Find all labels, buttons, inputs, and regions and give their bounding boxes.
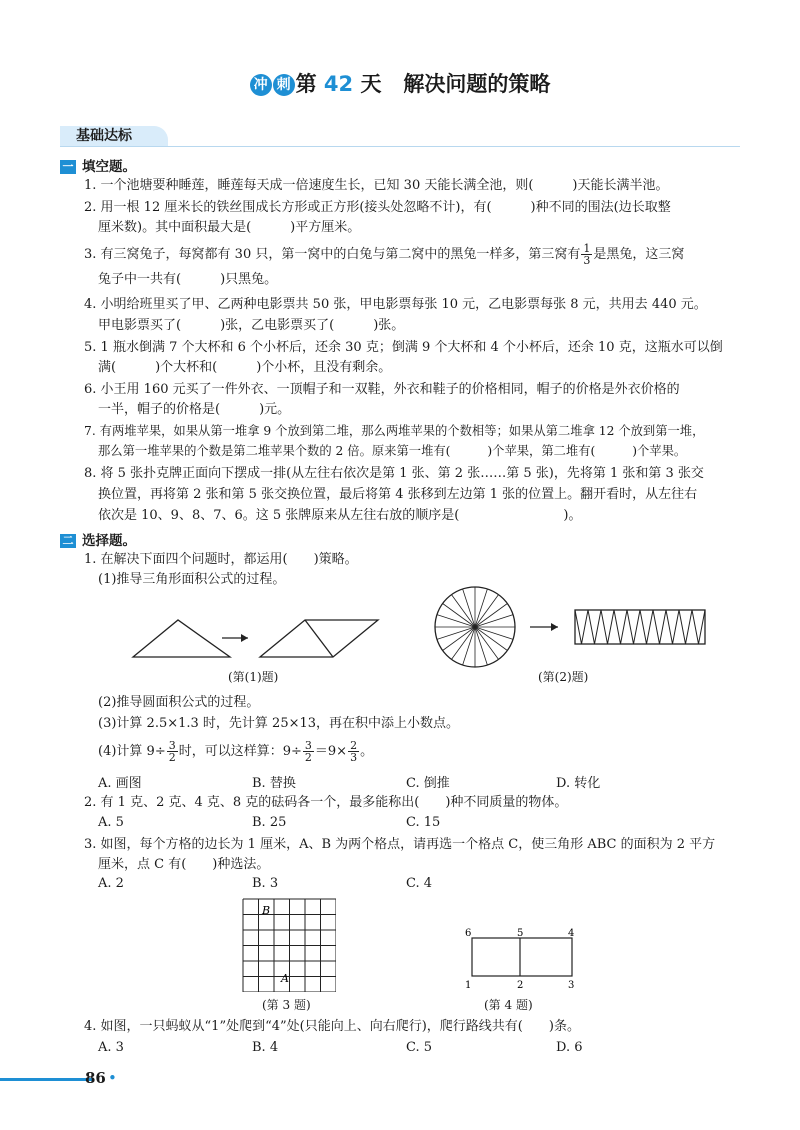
rectangle-zigzag [575, 610, 705, 644]
circle-sector-line [463, 589, 475, 627]
question-line: 8. 将 5 张扑克牌正面向下摆成一排(从左往右依次是第 1 张、第 2 张……第 5 张)，先将第 1 张和第 3 张交 [84, 466, 704, 481]
option-c: C. 4 [406, 876, 433, 891]
grid-lines [243, 899, 336, 992]
circle-sector-line [451, 627, 475, 659]
option-d: D. 6 [556, 1040, 583, 1055]
question-line: 7. 有两堆苹果，如果从第一堆拿 9 个放到第二堆，那么两堆苹果的个数相等；如果从第二堆拿 12 个放到第一堆， [84, 424, 705, 438]
option-d: D. 转化 [556, 776, 601, 791]
circle-sector-line [475, 603, 507, 627]
circle-sector-line [463, 627, 475, 665]
question-text: (4)计算 9÷ [98, 744, 166, 759]
figure-grid [242, 898, 336, 992]
option-c: C. 15 [406, 815, 441, 830]
part2-label: 选择题。 [82, 533, 136, 549]
page-number: 86 [85, 1069, 106, 1087]
fraction-denominator: 2 [304, 751, 312, 764]
question-line: 满( )个大杯和( )个小杯，且没有剩余。 [98, 360, 392, 375]
point-b-label: B [262, 904, 271, 917]
circle-sector-line [475, 627, 513, 639]
node-5-label: 5 [517, 928, 524, 939]
circle-sector-line [437, 627, 475, 639]
triangle-shape [133, 620, 230, 657]
question-line: 换位置，再将第 2 张和第 5 张交换位置，最后将第 4 张移到左边第 1 张的位置上。翻开看时，从左往右 [98, 487, 698, 502]
question-line: 甲电影票买了( )张，乙电影票买了( )张。 [98, 318, 405, 333]
page-title [0, 68, 800, 98]
section-tab: 基础达标 [60, 126, 168, 146]
title-badge: 冲 [250, 74, 272, 96]
question-text: 。 [360, 744, 374, 759]
part2-title [60, 529, 136, 549]
parallelogram-diagonal [305, 620, 333, 657]
figure-caption: (第(2)题) [538, 670, 589, 684]
option-b: B. 25 [252, 815, 287, 830]
figure-caption: (第 3 题) [262, 998, 311, 1012]
node-3-label: 3 [568, 980, 575, 991]
part1-label: 填空题。 [82, 159, 136, 175]
circle-sector-line [443, 603, 475, 627]
node-2-label: 2 [517, 980, 524, 991]
question-line: 4. 如图，一只蚂蚁从“1”处爬到“4”处(只能向上、向右爬行)，爬行路线共有( )条。 [84, 1019, 580, 1034]
question-line: (3)计算 2.5×1.3 时，先计算 25×13，再在积中添上小数点。 [98, 716, 460, 731]
question-line: 1. 一个池塘要种睡莲，睡莲每天成一倍速度生长，已知 30 天能长满全池，则( )天能长满半池。 [84, 178, 669, 193]
option-a: A. 5 [98, 815, 124, 830]
fraction-two-thirds [348, 740, 359, 763]
circle-sector-line [437, 615, 475, 627]
option-b: B. 替换 [252, 776, 296, 791]
point-a-label: A [281, 972, 289, 985]
question-text: 时，可以这样算：9÷ [178, 744, 302, 759]
approx-rectangle [575, 610, 705, 644]
fraction-denominator: 2 [168, 751, 176, 764]
question-line [84, 740, 768, 763]
fraction-denominator: 3 [583, 254, 591, 267]
question-line: 3. 如图，每个方格的边长为 1 厘米，A、B 为两个格点，请再选一个格点 C，使三角形 ABC 的面积为 2 平方 [84, 837, 716, 852]
part2-number: 二 [60, 534, 76, 548]
part1-title [60, 155, 136, 175]
option-c: C. 5 [406, 1040, 433, 1055]
title-prefix: 第 [295, 72, 317, 96]
node-6-label: 6 [465, 928, 472, 939]
question-line: (2)推导圆面积公式的过程。 [98, 695, 260, 710]
question-text: ＝9× [314, 744, 348, 759]
fraction-one-third [581, 243, 592, 266]
question-line: 2. 有 1 克、2 克、4 克、8 克的砝码各一个，最多能称出( )种不同质量的物体。 [84, 795, 568, 810]
question-line: 厘米数)。其中面积最大是( )平方厘米。 [98, 220, 361, 235]
option-c: C. 倒推 [406, 776, 450, 791]
question-line: 4. 小明给班里买了甲、乙两种电影票共 50 张，甲电影票每张 10 元，乙电影票每张 8 元，共用去 440 元。 [84, 297, 707, 312]
arrow-head [241, 634, 248, 642]
circle-sector-line [475, 627, 507, 651]
sectored-circle [435, 587, 515, 667]
title-badge: 刺 [273, 74, 295, 96]
page-dot: • [108, 1069, 117, 1087]
option-a: A. 2 [98, 876, 124, 891]
question-line: 厘米，点 C 有( )种选法。 [98, 857, 270, 872]
question-line: 依次是 10、9、8、7、6。这 5 张牌原来从左往右放的顺序是( )。 [98, 508, 582, 523]
circle-sector-line [451, 595, 475, 627]
part1-number: 一 [60, 160, 76, 174]
question-line: 兔子中一共有( )只黑兔。 [98, 272, 278, 287]
title-suffix: 天 [360, 72, 382, 96]
fraction-numerator: 2 [350, 739, 358, 752]
figure-circle-to-rectangle [430, 578, 720, 678]
footer-line [0, 1078, 92, 1081]
node-4-label: 4 [568, 928, 575, 939]
question-text: 是黑兔，这三窝 [593, 247, 685, 262]
arrow-head [551, 623, 558, 631]
figure-ant-path [462, 926, 582, 992]
question-text: 3. 有三窝兔子，每窝都有 30 只，第一窝中的白兔与第二窝中的黑兔一样多，第三窝有 [84, 247, 581, 262]
figure-caption: (第(1)题) [228, 670, 279, 684]
figure-triangle-to-parallelogram [130, 605, 390, 670]
circle-sector-line [475, 627, 487, 665]
fraction-numerator: 3 [304, 739, 312, 752]
question-line: 那么第一堆苹果的个数是第二堆苹果个数的 2 倍。原来第一堆有( )个苹果，第二堆有( )个苹果。 [98, 444, 687, 458]
figure-caption: (第 4 题) [484, 998, 533, 1012]
question-line: 2. 用一根 12 厘米长的铁丝围成长方形或正方形(接头处忽略不计)，有( )种不同的围法(边长取整 [84, 200, 671, 215]
path-rectangle [472, 938, 572, 976]
question-line: (1)推导三角形面积公式的过程。 [98, 572, 286, 587]
day-number: 42 [323, 72, 354, 96]
fraction-three-halves [303, 740, 314, 763]
fraction-numerator: 1 [583, 242, 591, 255]
circle-sector-line [443, 627, 475, 651]
circle-sector-line [475, 627, 499, 659]
node-1-label: 1 [465, 980, 472, 991]
question-line: 1. 在解决下面四个问题时，都运用( )策略。 [84, 552, 358, 567]
option-b: B. 4 [252, 1040, 279, 1055]
fraction-denominator: 3 [350, 751, 358, 764]
option-a: A. 画图 [98, 776, 142, 791]
section-divider [60, 146, 740, 147]
circle-sector-line [475, 595, 499, 627]
fraction-three-halves [167, 740, 178, 763]
topic-title: 解决问题的策略 [403, 72, 551, 96]
question-line: 6. 小王用 160 元买了一件外衣、一顶帽子和一双鞋，外衣和鞋子的价格相同，帽子的价格是外衣价格的 [84, 382, 680, 397]
question-line: 一半，帽子的价格是( )元。 [98, 402, 291, 417]
circle-sector-line [475, 615, 513, 627]
option-a: A. 3 [98, 1040, 124, 1055]
circle-sector-line [475, 589, 487, 627]
fraction-numerator: 3 [168, 739, 176, 752]
question-line [84, 243, 754, 266]
option-b: B. 3 [252, 876, 279, 891]
question-line: 5. 1 瓶水倒满 7 个大杯和 6 个小杯后，还余 30 克；倒满 9 个大杯和 4 个小杯后，还余 10 克，这瓶水可以倒 [84, 340, 723, 355]
